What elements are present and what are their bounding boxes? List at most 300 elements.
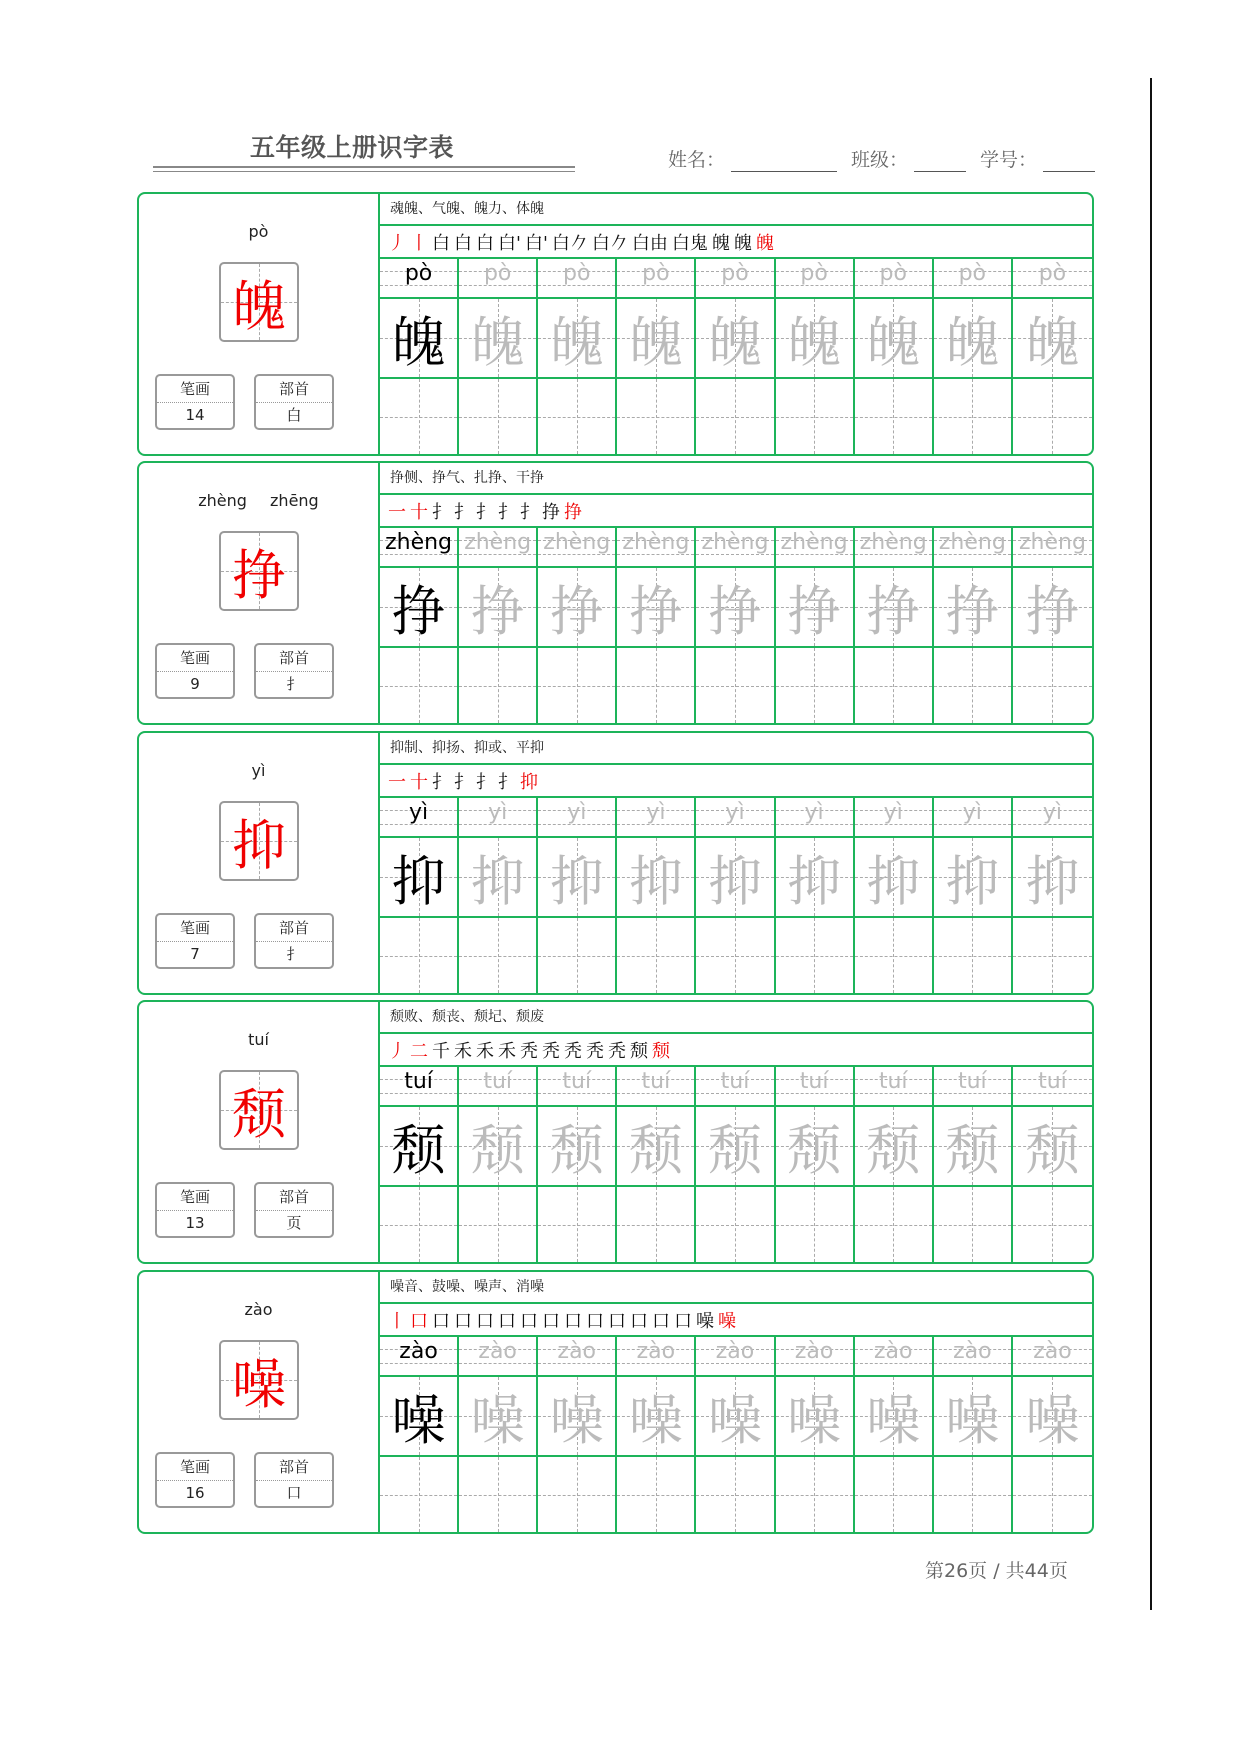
trace-cell[interactable] xyxy=(617,1377,696,1457)
trace-cell xyxy=(380,568,459,648)
blank-writing-cell[interactable] xyxy=(934,379,1013,454)
trace-cell[interactable] xyxy=(934,838,1013,918)
stroke-step: 禾 xyxy=(498,1040,516,1062)
pinyin-cell[interactable] xyxy=(696,1067,775,1107)
pinyin-trace: zhèng xyxy=(622,530,690,555)
stroke-count-box xyxy=(155,374,235,430)
character-trace: 魄 xyxy=(945,310,1000,374)
pinyin-cell[interactable] xyxy=(696,528,775,568)
stroke-step: 扌 xyxy=(498,501,516,523)
pinyin-cell[interactable] xyxy=(538,1337,617,1377)
main-character-box xyxy=(219,801,299,881)
pinyin-label: zhèng zhēng xyxy=(198,491,319,510)
trace-cell[interactable] xyxy=(617,568,696,648)
stroke-step: 白' xyxy=(498,232,521,254)
character-trace: 颓 xyxy=(787,1118,842,1182)
practice-panel xyxy=(380,194,1092,454)
pinyin-cell[interactable] xyxy=(538,798,617,838)
character-trace: 颓 xyxy=(549,1118,604,1182)
pinyin-cell[interactable] xyxy=(934,259,1013,299)
trace-cell[interactable] xyxy=(538,1107,617,1187)
student-id-label: 学号： xyxy=(980,149,1038,171)
character-trace: 颓 xyxy=(391,1118,446,1182)
main-character-box xyxy=(219,531,299,611)
pinyin-trace: zhèng xyxy=(859,530,927,555)
trace-cell[interactable] xyxy=(855,1107,934,1187)
practice-panel xyxy=(380,463,1092,723)
trace-cell[interactable] xyxy=(1013,1107,1092,1187)
main-character-box xyxy=(219,1340,299,1420)
stroke-step: 扌 xyxy=(432,501,450,523)
pinyin-trace: zhèng xyxy=(464,530,532,555)
main-character: 颓 xyxy=(232,1082,286,1146)
character-trace: 抑 xyxy=(866,849,921,913)
blank-writing-cell[interactable] xyxy=(617,918,696,993)
blank-writing-cell[interactable] xyxy=(855,918,934,993)
stroke-step: 一 xyxy=(388,771,406,793)
pinyin-trace: zào xyxy=(478,1339,517,1364)
pinyin-trace: zhèng xyxy=(938,530,1006,555)
pinyin-cell[interactable] xyxy=(776,1067,855,1107)
stroke-step: 口 xyxy=(520,1310,538,1332)
stroke-step: 扌 xyxy=(454,771,472,793)
blank-writing-cell[interactable] xyxy=(934,1187,1013,1262)
blank-writing-cell[interactable] xyxy=(380,648,459,723)
stroke-step: 秃 xyxy=(564,1040,582,1062)
trace-cell[interactable] xyxy=(459,838,538,918)
trace-cell xyxy=(380,299,459,379)
stroke-step: 口 xyxy=(564,1310,582,1332)
radical-label: 部首 xyxy=(256,376,332,403)
pinyin-cell[interactable] xyxy=(459,798,538,838)
stroke-step: 秃 xyxy=(520,1040,538,1062)
blank-writing-cell[interactable] xyxy=(380,1457,459,1532)
blank-writing-cell[interactable] xyxy=(1013,1457,1092,1532)
student-id-field[interactable] xyxy=(980,145,1095,172)
pinyin-cell[interactable] xyxy=(1013,1337,1092,1377)
pinyin-trace: yì xyxy=(725,800,745,825)
blank-writing-cell[interactable] xyxy=(459,648,538,723)
blank-writing-cell[interactable] xyxy=(1013,648,1092,723)
pinyin-cell[interactable] xyxy=(1013,798,1092,838)
pinyin-cell xyxy=(380,528,459,568)
main-character: 抑 xyxy=(232,813,286,877)
blank-writing-cell[interactable] xyxy=(855,648,934,723)
blank-writing-cell[interactable] xyxy=(617,379,696,454)
character-trace: 抑 xyxy=(628,849,683,913)
radical-box xyxy=(254,374,334,430)
pinyin-trace: yì xyxy=(804,800,824,825)
trace-cell[interactable] xyxy=(855,568,934,648)
blank-writing-cell[interactable] xyxy=(617,648,696,723)
pinyin-cell[interactable] xyxy=(538,528,617,568)
character-card xyxy=(137,1000,1094,1264)
trace-cell[interactable] xyxy=(696,838,775,918)
character-card xyxy=(137,1270,1094,1534)
page-number: 第26页 / 共44页 xyxy=(925,1560,1068,1582)
stroke-step: 白 xyxy=(476,232,494,254)
pinyin-cell[interactable] xyxy=(1013,1067,1092,1107)
pinyin-cell[interactable] xyxy=(1013,528,1092,568)
stroke-step: 口 xyxy=(674,1310,692,1332)
trace-cell[interactable] xyxy=(934,299,1013,379)
stroke-step: 口 xyxy=(498,1310,516,1332)
character-trace: 噪 xyxy=(787,1388,842,1452)
trace-cell[interactable] xyxy=(776,838,855,918)
pinyin-trace: zào xyxy=(557,1339,597,1364)
pinyin-trace: tuí xyxy=(720,1069,750,1094)
character-trace: 挣 xyxy=(391,579,446,643)
stroke-count-label: 笔画 xyxy=(157,1454,233,1481)
pinyin-cell[interactable] xyxy=(459,259,538,299)
pinyin-cell[interactable] xyxy=(696,259,775,299)
blank-writing-cell[interactable] xyxy=(696,648,775,723)
stroke-count-box xyxy=(155,643,235,699)
pinyin-cell[interactable] xyxy=(855,798,934,838)
name-field[interactable] xyxy=(668,145,837,172)
pinyin-cell[interactable] xyxy=(934,798,1013,838)
stroke-count-box xyxy=(155,913,235,969)
trace-cell[interactable] xyxy=(934,568,1013,648)
radical-label: 部首 xyxy=(256,645,332,672)
pinyin-cell[interactable] xyxy=(617,1337,696,1377)
stroke-count-label: 笔画 xyxy=(157,1184,233,1211)
character-trace: 噪 xyxy=(470,1388,525,1452)
practice-panel xyxy=(380,1002,1092,1262)
blank-writing-cell[interactable] xyxy=(855,1457,934,1532)
name-blank[interactable] xyxy=(731,150,837,172)
blank-writing-cell[interactable] xyxy=(696,379,775,454)
character-trace: 挣 xyxy=(549,579,604,643)
trace-cell[interactable] xyxy=(1013,299,1092,379)
trace-cell[interactable] xyxy=(617,838,696,918)
pinyin-cell[interactable] xyxy=(538,1067,617,1107)
practice-grid xyxy=(380,259,1092,454)
student-id-blank[interactable] xyxy=(1043,150,1095,172)
pinyin-trace: zhèng xyxy=(701,530,769,555)
pinyin-trace: yì xyxy=(567,800,587,825)
pinyin-label: tuí xyxy=(248,1030,269,1049)
stroke-step: 挣 xyxy=(564,501,582,523)
blank-writing-cell[interactable] xyxy=(934,648,1013,723)
trace-cell[interactable] xyxy=(696,299,775,379)
blank-writing-cell[interactable] xyxy=(538,648,617,723)
practice-panel xyxy=(380,1272,1092,1532)
stroke-step: 白 xyxy=(432,232,450,254)
trace-cell[interactable] xyxy=(538,299,617,379)
pinyin-cell[interactable] xyxy=(1013,259,1092,299)
trace-cell[interactable] xyxy=(538,1377,617,1457)
trace-cell[interactable] xyxy=(776,1377,855,1457)
trace-cell xyxy=(380,838,459,918)
pinyin-cell[interactable] xyxy=(855,1067,934,1107)
pinyin-cell[interactable] xyxy=(459,1337,538,1377)
example-words: 抑制、抑扬、抑或、平抑 xyxy=(380,733,1092,765)
stroke-count-label: 笔画 xyxy=(157,915,233,942)
pinyin-trace: zào xyxy=(636,1339,676,1364)
pinyin-cell[interactable] xyxy=(617,528,696,568)
blank-writing-cell[interactable] xyxy=(538,1457,617,1532)
blank-writing-cell[interactable] xyxy=(459,1457,538,1532)
character-trace: 噪 xyxy=(549,1388,604,1452)
practice-grid xyxy=(380,798,1092,993)
class-field[interactable] xyxy=(851,145,966,172)
pinyin-trace: pò xyxy=(1038,261,1067,286)
pinyin-trace: zào xyxy=(715,1339,755,1364)
blank-writing-cell[interactable] xyxy=(459,1187,538,1262)
stroke-step: 挣 xyxy=(542,501,560,523)
blank-writing-cell[interactable] xyxy=(380,379,459,454)
trace-cell[interactable] xyxy=(459,1107,538,1187)
radical-value: 扌 xyxy=(286,945,302,963)
trace-cell[interactable] xyxy=(459,568,538,648)
pinyin-cell[interactable] xyxy=(696,1337,775,1377)
stroke-step: 魄 xyxy=(733,232,752,254)
margin-rule xyxy=(1150,78,1152,1610)
trace-cell[interactable] xyxy=(855,1377,934,1457)
trace-cell xyxy=(380,1107,459,1187)
pinyin-cell[interactable] xyxy=(617,1067,696,1107)
character-info-panel xyxy=(139,1002,380,1262)
trace-cell[interactable] xyxy=(855,838,934,918)
stroke-step: 千 xyxy=(432,1040,450,1062)
blank-writing-cell[interactable] xyxy=(380,1187,459,1262)
stroke-step: 秃 xyxy=(608,1040,626,1062)
page-title: 五年级上册识字表 xyxy=(250,133,455,162)
blank-writing-cell[interactable] xyxy=(776,918,855,993)
stroke-step: 噪 xyxy=(696,1310,714,1332)
character-trace: 魄 xyxy=(628,310,683,374)
radical-box xyxy=(254,1452,334,1508)
pinyin-trace: pò xyxy=(404,261,433,286)
blank-writing-cell[interactable] xyxy=(1013,1187,1092,1262)
character-trace: 噪 xyxy=(391,1388,446,1452)
character-trace: 颓 xyxy=(945,1118,1000,1182)
pinyin-cell[interactable] xyxy=(855,528,934,568)
blank-writing-cell[interactable] xyxy=(696,918,775,993)
stroke-count-value: 13 xyxy=(185,1214,205,1232)
character-trace: 噪 xyxy=(628,1388,683,1452)
stroke-step: 魄 xyxy=(711,232,730,254)
stroke-step: 秃 xyxy=(586,1040,604,1062)
blank-writing-cell[interactable] xyxy=(696,1457,775,1532)
radical-box xyxy=(254,1182,334,1238)
stroke-step: 口 xyxy=(454,1310,472,1332)
practice-grid xyxy=(380,1337,1092,1532)
character-trace: 挣 xyxy=(787,579,842,643)
character-trace: 颓 xyxy=(1025,1118,1080,1182)
blank-writing-cell[interactable] xyxy=(934,1457,1013,1532)
stroke-step: 扌 xyxy=(476,501,494,523)
stroke-step: 禾 xyxy=(454,1040,472,1062)
radical-value: 扌 xyxy=(286,675,302,693)
trace-cell[interactable] xyxy=(776,568,855,648)
stroke-count-value: 14 xyxy=(185,406,205,424)
trace-cell[interactable] xyxy=(538,838,617,918)
character-trace: 魄 xyxy=(391,310,446,374)
stroke-step: 禾 xyxy=(476,1040,494,1062)
pinyin-cell[interactable] xyxy=(776,798,855,838)
pinyin-trace: pò xyxy=(879,261,907,286)
stroke-step: 抑 xyxy=(520,771,538,793)
pinyin-trace: tuí xyxy=(404,1069,433,1094)
main-character: 魄 xyxy=(232,274,286,338)
blank-writing-cell[interactable] xyxy=(538,918,617,993)
practice-grid xyxy=(380,1067,1092,1262)
character-trace: 颓 xyxy=(628,1118,683,1182)
trace-cell[interactable] xyxy=(1013,838,1092,918)
trace-cell[interactable] xyxy=(855,299,934,379)
stroke-count-value: 7 xyxy=(190,945,200,963)
pinyin-cell[interactable] xyxy=(538,259,617,299)
class-label: 班级： xyxy=(851,149,909,171)
blank-writing-cell[interactable] xyxy=(855,1187,934,1262)
radical-value: 口 xyxy=(286,1484,302,1502)
character-trace: 抑 xyxy=(549,849,604,913)
trace-cell[interactable] xyxy=(696,1107,775,1187)
class-blank[interactable] xyxy=(914,150,966,172)
stroke-step: 颓 xyxy=(630,1040,648,1062)
blank-writing-cell[interactable] xyxy=(1013,918,1092,993)
pinyin-trace: tuí xyxy=(1038,1069,1067,1094)
blank-writing-cell[interactable] xyxy=(459,379,538,454)
character-trace: 魄 xyxy=(707,310,762,374)
trace-cell[interactable] xyxy=(776,299,855,379)
trace-cell[interactable] xyxy=(538,568,617,648)
pinyin-cell[interactable] xyxy=(617,798,696,838)
name-label: 姓名： xyxy=(668,149,726,171)
pinyin-cell[interactable] xyxy=(776,259,855,299)
radical-label: 部首 xyxy=(256,1454,332,1481)
blank-writing-cell[interactable] xyxy=(538,379,617,454)
pinyin-cell[interactable] xyxy=(776,528,855,568)
stroke-step: 口 xyxy=(586,1310,604,1332)
pinyin-trace: yì xyxy=(646,800,666,825)
blank-writing-cell[interactable] xyxy=(617,1457,696,1532)
trace-cell[interactable] xyxy=(934,1377,1013,1457)
trace-cell[interactable] xyxy=(1013,1377,1092,1457)
character-trace: 颓 xyxy=(866,1118,921,1182)
stroke-step: 魄 xyxy=(755,232,774,254)
stroke-order-row xyxy=(380,495,1092,528)
blank-writing-cell[interactable] xyxy=(380,918,459,993)
pinyin-trace: zào xyxy=(1033,1339,1072,1364)
character-card xyxy=(137,461,1094,725)
character-trace: 抑 xyxy=(470,849,525,913)
pinyin-trace: pò xyxy=(642,261,670,286)
radical-value: 页 xyxy=(286,1214,302,1232)
main-character: 噪 xyxy=(232,1352,286,1416)
blank-writing-cell[interactable] xyxy=(934,918,1013,993)
trace-cell[interactable] xyxy=(776,1107,855,1187)
blank-writing-cell[interactable] xyxy=(459,918,538,993)
blank-writing-cell[interactable] xyxy=(776,1187,855,1262)
blank-writing-cell[interactable] xyxy=(776,648,855,723)
trace-cell[interactable] xyxy=(459,1377,538,1457)
pinyin-trace: yì xyxy=(883,800,903,825)
stroke-step: 口 xyxy=(608,1310,626,1332)
character-card xyxy=(137,731,1094,995)
character-card xyxy=(137,192,1094,456)
blank-writing-cell[interactable] xyxy=(696,1187,775,1262)
pinyin-trace: pò xyxy=(958,261,987,286)
pinyin-cell[interactable] xyxy=(696,798,775,838)
pinyin-trace: tuí xyxy=(799,1069,829,1094)
radical-box xyxy=(254,643,334,699)
stroke-step: 扌 xyxy=(476,771,494,793)
pinyin-trace: pò xyxy=(800,261,828,286)
radical-label: 部首 xyxy=(256,915,332,942)
pinyin-trace: yì xyxy=(1042,800,1062,825)
blank-writing-cell[interactable] xyxy=(617,1187,696,1262)
main-character: 挣 xyxy=(232,543,286,607)
pinyin-cell xyxy=(380,1337,459,1377)
blank-writing-cell[interactable] xyxy=(1013,379,1092,454)
character-trace: 挣 xyxy=(707,579,762,643)
pinyin-cell[interactable] xyxy=(617,259,696,299)
stroke-step: 丿 xyxy=(388,1040,406,1062)
stroke-step: 一 xyxy=(388,501,406,523)
character-trace: 抑 xyxy=(945,849,1000,913)
pinyin-cell[interactable] xyxy=(855,1337,934,1377)
stroke-step: 扌 xyxy=(432,771,450,793)
stroke-step: 白𠂊 xyxy=(551,232,588,254)
stroke-step: 白由 xyxy=(631,232,668,254)
character-info-panel xyxy=(139,733,380,993)
pinyin-cell xyxy=(380,259,459,299)
stroke-step: 口 xyxy=(432,1310,450,1332)
example-words: 挣侧、挣气、扎挣、干挣 xyxy=(380,463,1092,495)
character-trace: 魄 xyxy=(470,310,525,374)
trace-cell[interactable] xyxy=(617,1107,696,1187)
stroke-count-label: 笔画 xyxy=(157,376,233,403)
stroke-step: 白 xyxy=(454,232,472,254)
pinyin-trace: tuí xyxy=(562,1069,592,1094)
character-info-panel xyxy=(139,194,380,454)
character-trace: 魄 xyxy=(787,310,842,374)
blank-writing-cell[interactable] xyxy=(855,379,934,454)
trace-cell[interactable] xyxy=(617,299,696,379)
trace-cell[interactable] xyxy=(459,299,538,379)
pinyin-cell[interactable] xyxy=(776,1337,855,1377)
pinyin-cell[interactable] xyxy=(459,528,538,568)
stroke-count-value: 16 xyxy=(185,1484,205,1502)
stroke-step: 白𠂊 xyxy=(591,232,628,254)
stroke-step: 丨 xyxy=(388,1310,406,1332)
trace-cell[interactable] xyxy=(934,1107,1013,1187)
stroke-order-row xyxy=(380,226,1092,259)
character-trace: 噪 xyxy=(1025,1388,1080,1452)
pinyin-cell[interactable] xyxy=(934,1067,1013,1107)
pinyin-cell[interactable] xyxy=(934,528,1013,568)
blank-writing-cell[interactable] xyxy=(538,1187,617,1262)
stroke-step: 秃 xyxy=(542,1040,560,1062)
pinyin-cell[interactable] xyxy=(855,259,934,299)
trace-cell[interactable] xyxy=(696,1377,775,1457)
pinyin-cell[interactable] xyxy=(459,1067,538,1107)
trace-cell[interactable] xyxy=(696,568,775,648)
pinyin-cell xyxy=(380,798,459,838)
blank-writing-cell[interactable] xyxy=(776,379,855,454)
trace-cell[interactable] xyxy=(1013,568,1092,648)
pinyin-trace: pò xyxy=(483,261,512,286)
radical-label: 部首 xyxy=(256,1184,332,1211)
pinyin-trace: zào xyxy=(953,1339,992,1364)
pinyin-trace: zào xyxy=(794,1339,834,1364)
pinyin-trace: tuí xyxy=(483,1069,512,1094)
blank-writing-cell[interactable] xyxy=(776,1457,855,1532)
pinyin-cell[interactable] xyxy=(934,1337,1013,1377)
